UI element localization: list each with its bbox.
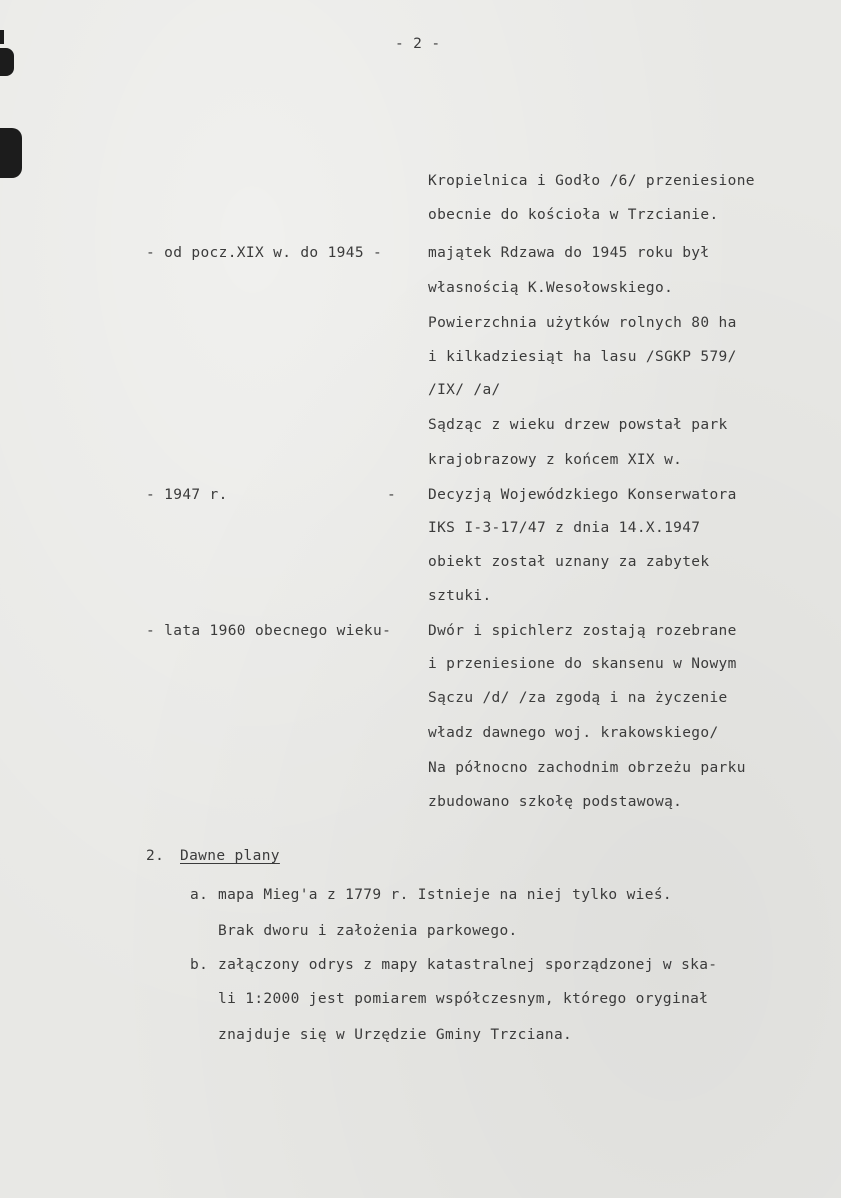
history-2-dash: - (387, 487, 397, 503)
history-0-line-0: Kropielnica i Godło /6/ przeniesione (428, 173, 755, 189)
history-3-line-0: Dwór i spichlerz zostają rozebrane (428, 623, 737, 639)
section-item-a-line-0: mapa Mieg'a z 1779 r. Istnieje na niej tylko wieś. (218, 887, 672, 903)
edge-mark-middle (0, 128, 22, 178)
section-item-b-line-0: załączony odrys z mapy katastralnej sporządzonej w ska- (218, 957, 718, 973)
edge-mark-top (0, 48, 14, 76)
history-1-line-1: własnością K.Wesołowskiego. (428, 280, 674, 296)
section-item-b-line-2: znajduje się w Urzędzie Gminy Trzciana. (218, 1027, 573, 1043)
section-title: Dawne plany (180, 848, 280, 864)
history-1-line-2: Powierzchnia użytków rolnych 80 ha (428, 315, 737, 331)
section-item-a-line-1: Brak dworu i założenia parkowego. (218, 923, 518, 939)
history-3-line-1: i przeniesione do skansenu w Nowym (428, 656, 737, 672)
history-1-line-5: Sądząc z wieku drzew powstał park (428, 417, 728, 433)
history-0-line-1: obecnie do kościoła w Trzcianie. (428, 207, 719, 223)
history-2-date: - 1947 r. (146, 487, 228, 503)
section-item-a-label: a. (190, 887, 209, 903)
page-number: - 2 - (395, 36, 441, 52)
history-2-line-3: sztuki. (428, 588, 492, 604)
history-2-line-2: obiekt został uznany za zabytek (428, 554, 710, 570)
section-item-b-line-1: li 1:2000 jest pomiarem współczesnym, którego oryginał (218, 991, 709, 1007)
history-1-date: - od pocz.XIX w. do 1945 - (146, 245, 383, 261)
history-1-line-6: krajobrazowy z końcem XIX w. (428, 452, 683, 468)
history-2-line-0: Decyzją Wojewódzkiego Konserwatora (428, 487, 737, 503)
section-number: 2. (146, 848, 165, 864)
history-3-line-5: zbudowano szkołę podstawową. (428, 794, 683, 810)
history-3-line-2: Sączu /d/ /za zgodą i na życzenie (428, 690, 728, 706)
history-3-line-3: władz dawnego woj. krakowskiego/ (428, 725, 719, 741)
history-1-line-3: i kilkadziesiąt ha lasu /SGKP 579/ (428, 349, 737, 365)
edge-mark-small (0, 30, 4, 44)
history-1-line-0: majątek Rdzawa do 1945 roku był (428, 245, 710, 261)
section-item-b-label: b. (190, 957, 209, 973)
history-2-line-1: IKS I-3-17/47 z dnia 14.X.1947 (428, 520, 701, 536)
history-3-line-4: Na północno zachodnim obrzeżu parku (428, 760, 746, 776)
history-1-line-4: /IX/ /a/ (428, 382, 501, 398)
history-3-date: - lata 1960 obecnego wieku- (146, 623, 392, 639)
